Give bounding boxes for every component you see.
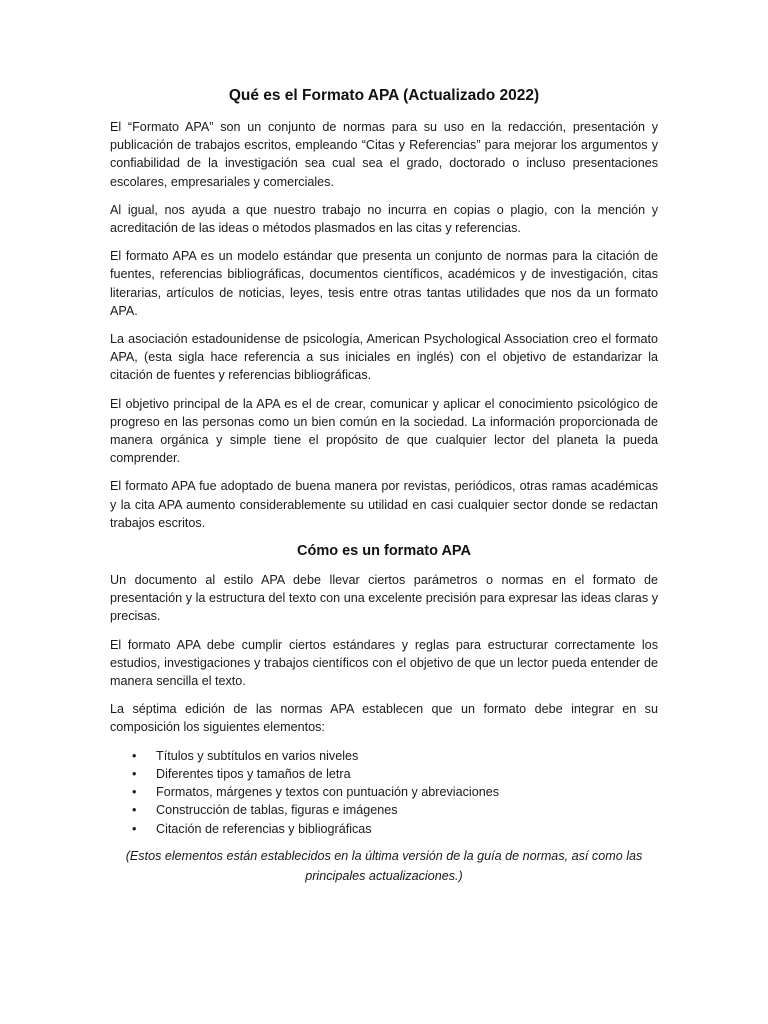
closing-note: (Estos elementos están establecidos en la última versión de la guía de normas, así como las principales actualizaciones.): [125, 848, 643, 883]
style-paragraph: Un documento al estilo APA debe llevar ciertos parámetros o normas en el formato de presentación y la estructura del texto con una excelente precisión para expresar las ideas claras y precisas.: [110, 573, 658, 624]
list-item: [132, 747, 658, 765]
bullet-icon: •: [132, 803, 137, 818]
adoption-paragraph: El formato APA fue adoptado de buena manera por revistas, periódicos, otras ramas académicas y la cita APA aumento considerablemente su utilidad en casi cualquier sector donde se redactan trabajos escritos.: [110, 479, 658, 530]
seventh-edition-paragraph: La séptima edición de las normas APA establecen que un formato debe integrar en su composición los siguientes elementos:: [110, 702, 658, 735]
list-item: [132, 820, 658, 838]
plagiarism-paragraph: Al igual, nos ayuda a que nuestro trabajo no incurra en copias o plagio, con la mención y acreditación de las ideas o métodos plasmados en las citas y referencias.: [110, 202, 658, 236]
list-item-text: Construcción de tablas, figuras e imágenes: [156, 803, 398, 818]
elements-list: [110, 747, 658, 838]
list-item-text: Diferentes tipos y tamaños de letra: [156, 766, 351, 781]
document-title: Qué es el Formato APA (Actualizado 2022): [228, 87, 540, 104]
bullet-icon: •: [132, 821, 137, 836]
association-paragraph: La asociación estadounidense de psicología, American Psychological Association creo el formato APA, (esta sigla hace referencia a sus iniciales en inglés) con el objetivo de estandarizar la citación de fuentes y referencias bibliográficas.: [110, 332, 658, 383]
list-item: [132, 783, 658, 801]
list-item-text: Títulos y subtítulos en varios niveles: [156, 748, 359, 763]
document-page: [110, 86, 658, 896]
bullet-icon: •: [132, 766, 137, 781]
standards-paragraph: El formato APA debe cumplir ciertos estándares y reglas para estructurar correctamente los estudios, investigaciones y trabajos científicos con el objetivo de que un lector pueda entender de manera sencilla el texto.: [110, 637, 658, 689]
list-item-text: Citación de referencias y bibliográficas: [156, 821, 372, 836]
list-item: [132, 765, 658, 783]
bullet-icon: •: [132, 785, 137, 800]
list-item-text: Formatos, márgenes y textos con puntuación y abreviaciones: [156, 785, 500, 800]
section-heading: Cómo es un formato APA: [296, 543, 471, 560]
bullet-icon: •: [132, 748, 137, 763]
intro-paragraph: El “Formato APA” son un conjunto de normas para su uso en la redacción, presentación y publicación de trabajos escritos, empleando “Citas y Referencias” para mejorar los argumentos y confiabilidad de la investigación sea cual sea el grado, doctorado o incluso presentaciones escolares, empresariales y comerciales.: [110, 120, 658, 189]
standard-model-paragraph: El formato APA es un modelo estándar que presenta un conjunto de normas para la citación de fuentes, referencias bibliográficas, documentos científicos, académicos y de investigación, citas literarias, artículos de noticias, leyes, tesis entre otras tantas utilidades que nos da un formato APA.: [110, 249, 658, 318]
list-item: [132, 801, 658, 819]
objective-paragraph: El objetivo principal de la APA es el de crear, comunicar y aplicar el conocimiento psicológico de progreso en las personas como un bien común en la sociedad. La información proporcionada de manera orgánica y simple tiene el propósito de que cualquier lector del planeta la pueda comprender.: [110, 396, 658, 466]
